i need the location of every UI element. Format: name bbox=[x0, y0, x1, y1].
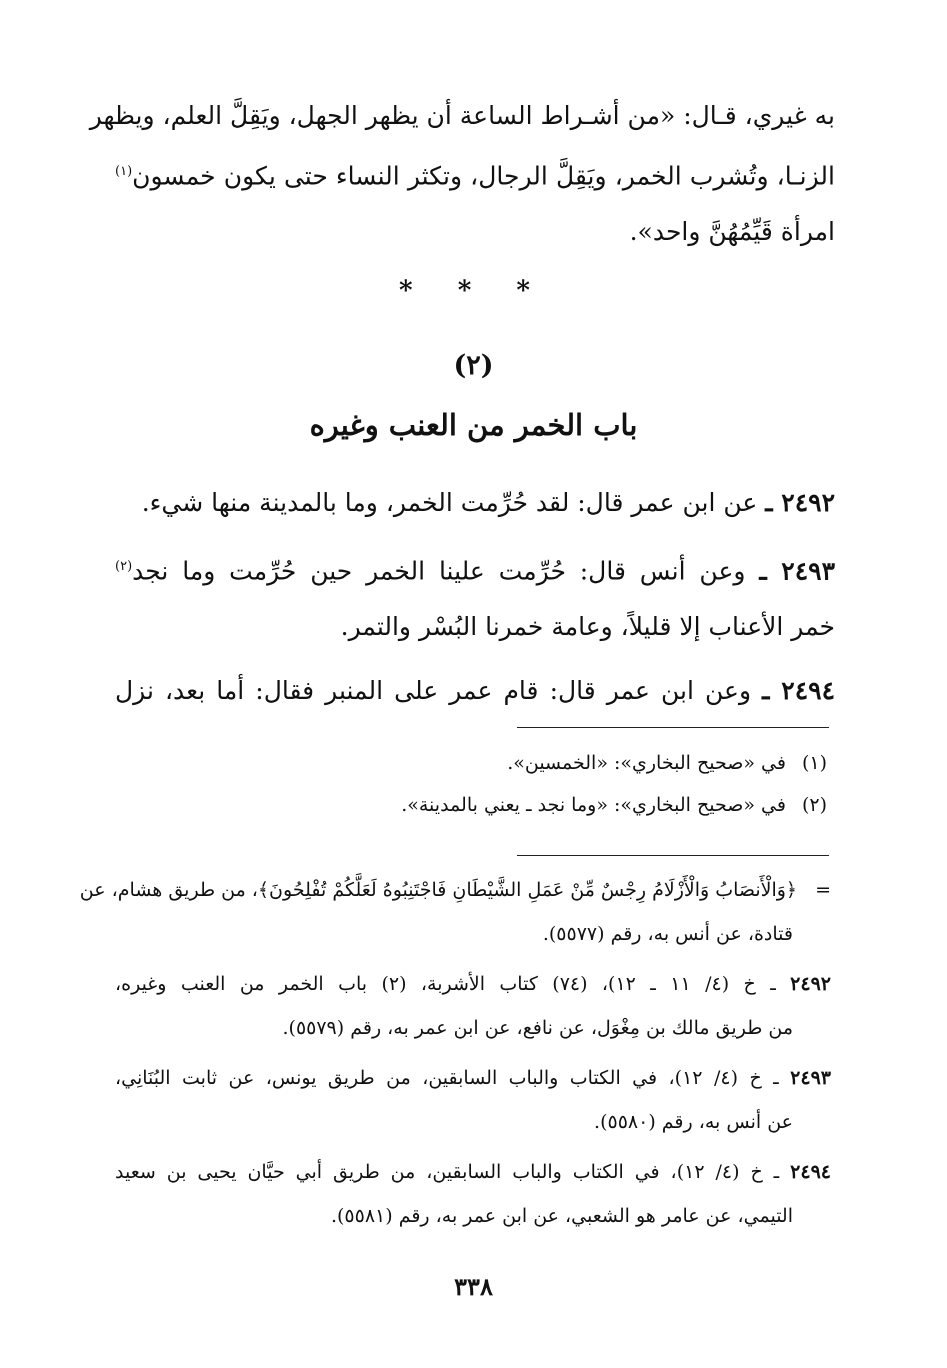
text-line bbox=[115, 962, 831, 1006]
chapter-number: (٢) bbox=[453, 350, 494, 381]
text-line: امرأة قَيِّمُهُنَّ واحد». bbox=[629, 217, 835, 247]
footnotes bbox=[115, 742, 831, 826]
reference-item bbox=[115, 1056, 831, 1144]
reference-text: ـ خ (٤/ ١٢)، في الكتاب والباب السابقين، من طريق يونس، عن ثابت البُنَانِي، bbox=[115, 1067, 791, 1089]
text-line bbox=[115, 663, 835, 719]
text-line: خمر الأعناب إلا قليلاً، وعامة خمرنا البُسْر والتمر. bbox=[340, 612, 835, 642]
text-segment: الزنـا، وتُشرب الخمر، ويَقِلَّ الرجال، وتكثر النساء حتى يكون خمسون bbox=[132, 161, 835, 191]
hadith-text: وعن أنس قال: حُرِّمت علينا الخمر حين حُرِّمت وما نجد bbox=[132, 556, 746, 586]
text-line bbox=[115, 539, 835, 599]
hadith-number: ٢٤٩٣ bbox=[781, 556, 835, 586]
reference-text: ـ خ (٤/ ١٢)، في الكتاب والباب السابقين، من طريق أبي حيَّان يحيى بن سعيد bbox=[115, 1161, 791, 1183]
continuation-paragraph bbox=[89, 88, 835, 260]
reference-text: ـ خ (٤/ ١١ ـ ١٢)، (٧٤) كتاب الأشربة، (٢) باب الخمر من العنب وغيره، bbox=[115, 973, 791, 995]
continuation-mark: = bbox=[815, 879, 831, 901]
text-line: التيمي، عن عامر هو الشعبي، عن ابن عمر به، رقم (٥٥٨١). bbox=[330, 1205, 793, 1227]
text-line: به غيري، قـال: «من أشـراط الساعة أن يظهر الجهل، ويَقِلَّ العلم، ويظهر bbox=[89, 101, 835, 130]
footnote-divider bbox=[517, 727, 829, 728]
reference-item bbox=[115, 1150, 831, 1238]
reference-number: ٢٤٩٤ bbox=[790, 1161, 831, 1183]
text-line bbox=[115, 1150, 831, 1194]
footnote bbox=[115, 784, 831, 826]
references-divider bbox=[517, 855, 829, 856]
text-line bbox=[79, 868, 831, 912]
chapter-title: باب الخمر من العنب وغيره bbox=[309, 408, 638, 442]
reference-continuation bbox=[79, 868, 831, 956]
hadith-list bbox=[115, 475, 835, 727]
text-line: من طريق مالك بن مِغْوَل، عن نافع، عن ابن عمر به، رقم (٥٥٧٩). bbox=[282, 1017, 793, 1039]
text-line bbox=[115, 144, 835, 204]
hadith-text: وعن ابن عمر قال: قام عمر على المنبر فقال: أما بعد، نزل bbox=[115, 676, 752, 706]
text-line: قتادة، عن أنس به، رقم (٥٥٧٧). bbox=[542, 923, 793, 945]
hadith-dash: ـ bbox=[762, 676, 782, 706]
footnote-mark: (٢) bbox=[801, 794, 827, 816]
reference-text: ﴿وَالْأَنصَابُ وَالْأَزْلَامُ رِجْسٌ مِّنْ عَمَلِ الشَّيْطَانِ فَاجْتَنِبُوهُ لَعَلَّكُمْ تُفْلِحُونَ﴾، من طريق هشام، عن bbox=[79, 879, 798, 901]
text-line bbox=[115, 475, 835, 531]
footnote-mark: (١) bbox=[801, 752, 827, 774]
hadith-dash: ـ bbox=[765, 488, 782, 517]
references bbox=[79, 868, 831, 1244]
reference-number: ٢٤٩٢ bbox=[790, 973, 831, 995]
text-line bbox=[115, 1056, 831, 1100]
reference-item bbox=[115, 962, 831, 1050]
hadith-item bbox=[115, 539, 835, 655]
hadith-dash: ـ bbox=[759, 556, 782, 586]
hadith-number: ٢٤٩٢ bbox=[781, 488, 835, 517]
footnote-ref: (١) bbox=[115, 164, 133, 179]
footnote-text: في «صحيح البخاري»: «وما نجد ـ يعني بالمدينة». bbox=[401, 794, 786, 816]
hadith-number: ٢٤٩٤ bbox=[781, 676, 835, 706]
hadith-item bbox=[115, 663, 835, 719]
reference-number: ٢٤٩٣ bbox=[790, 1067, 831, 1089]
section-separator: * * * bbox=[399, 276, 548, 306]
text-line: عن أنس به، رقم (٥٥٨٠). bbox=[594, 1111, 793, 1133]
footnote-text: في «صحيح البخاري»: «الخمسين». bbox=[507, 752, 786, 774]
page-number: ٣٣٨ bbox=[454, 1272, 493, 1301]
hadith-item bbox=[115, 475, 835, 531]
footnote bbox=[115, 742, 831, 784]
hadith-text: عن ابن عمر قال: لقد حُرِّمت الخمر، وما بالمدينة منها شيء. bbox=[141, 488, 758, 517]
footnote-ref: (٢) bbox=[115, 559, 133, 574]
